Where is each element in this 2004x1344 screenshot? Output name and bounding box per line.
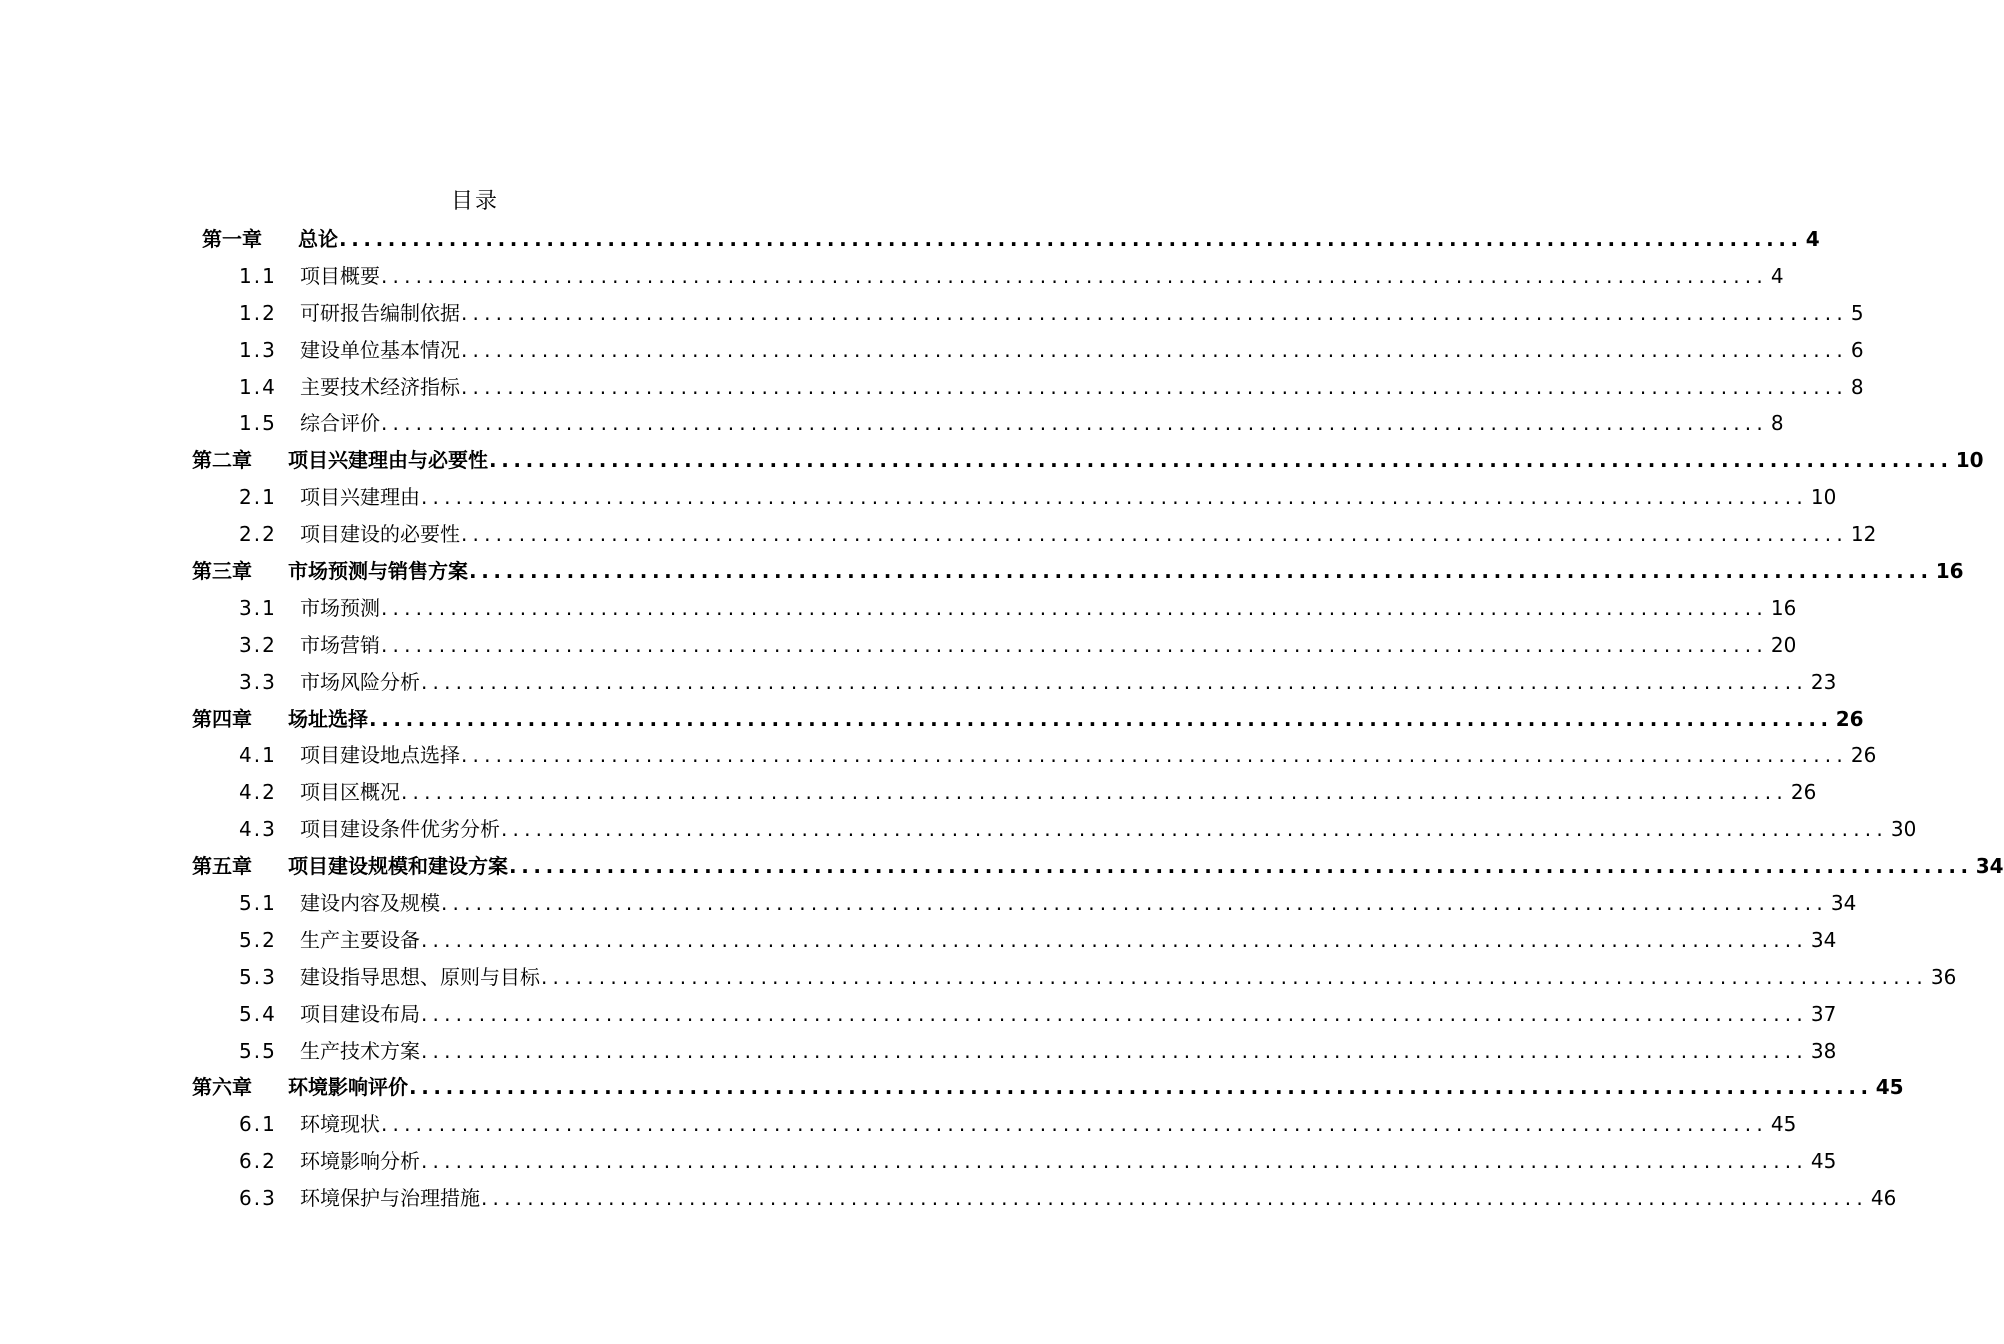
toc-entry-title: 环境影响评价 [288,1075,408,1100]
dot-leader: ........................................................................................................................ [461,522,1848,547]
dot-leader: ........................................................................................................................ [509,854,1973,879]
toc-page-number: 45 [1810,1149,1837,1174]
toc-section-entry[interactable] [0,774,1817,811]
toc-section-entry[interactable] [0,627,1797,664]
dot-leader: ........................................................................................................................ [421,1149,1808,1174]
toc-entry-number: 3.1 [239,595,277,620]
toc-entry-number: 第五章 [192,854,252,879]
dot-leader: ........................................................................................................................ [461,743,1848,768]
toc-chapter-entry[interactable] [0,442,1984,479]
dot-leader: ........................................................................................................................ [369,706,1833,731]
dot-leader: ........................................................................................................................ [401,780,1788,805]
toc-section-entry[interactable] [0,737,1877,774]
dot-leader: ........................................................................................................................ [501,817,1888,842]
toc-page-number: 30 [1890,817,1917,842]
dot-leader: ........................................................................................................................ [421,669,1808,694]
dot-leader: ........................................................................................................................ [469,559,1933,584]
dot-leader: ........................................................................................................................ [421,485,1808,510]
toc-chapter-entry[interactable] [0,701,1864,738]
toc-chapter-entry[interactable] [0,553,1964,590]
toc-page-number: 34 [1830,891,1857,916]
toc-section-entry[interactable] [0,922,1837,959]
toc-entry-title: 建设指导思想、原则与目标 [300,964,540,989]
dot-leader: ........................................................................................................................ [461,374,1848,399]
toc-entry-title: 项目兴建理由与必要性 [288,448,488,473]
toc-entry-title: 综合评价 [300,411,380,436]
toc-entry-number: 6.1 [239,1112,277,1137]
dot-leader: ........................................................................................................................ [441,891,1828,916]
toc-entry-title: 环境影响分析 [300,1149,420,1174]
toc-page-number: 4 [1770,263,1784,288]
dot-leader: ........................................................................................................................ [421,1038,1808,1063]
toc-entry-title: 环境现状 [300,1112,380,1137]
toc-page-number: 45 [1770,1112,1797,1137]
toc-entry-number: 3.2 [239,632,277,657]
toc-chapter-entry[interactable] [0,1069,1904,1106]
toc-entry-title: 生产主要设备 [300,927,420,952]
dot-leader: ........................................................................................................................ [481,1186,1868,1211]
dot-leader: ........................................................................................................................ [461,337,1848,362]
toc-chapter-entry[interactable] [0,221,1820,258]
toc-section-entry[interactable] [0,1143,1837,1180]
toc-page-number: 4 [1805,227,1820,251]
dot-leader: ........................................................................................................................ [381,632,1768,657]
toc-section-entry[interactable] [0,258,1784,295]
dot-leader: ........................................................................................................................ [541,964,1928,989]
toc-entry-title: 总论 [298,227,338,251]
toc-page-number: 26 [1790,780,1817,805]
toc-section-entry[interactable] [0,664,1837,701]
dot-leader: ........................................................................................................................ [461,300,1848,325]
toc-section-entry[interactable] [0,369,1864,406]
dot-leader: ........................................................................................................................ [421,1001,1808,1026]
toc-entry-number: 第六章 [192,1075,252,1100]
toc-section-entry[interactable] [0,1033,1837,1070]
toc-chapter-entry[interactable] [0,848,2004,885]
toc-section-entry[interactable] [0,405,1784,442]
toc-entry-number: 5.1 [239,891,277,916]
toc-entry-title: 项目建设布局 [300,1001,420,1026]
toc-section-entry[interactable] [0,1106,1797,1143]
toc-entry-title: 项目建设地点选择 [300,743,460,768]
toc-section-entry[interactable] [0,590,1797,627]
toc-entry-number: 2.1 [239,485,277,510]
toc-section-entry[interactable] [0,959,1957,996]
toc-entry-number: 4.1 [239,743,277,768]
toc-section-entry[interactable] [0,996,1837,1033]
toc-entry-number: 2.2 [239,522,277,547]
toc-entry-number: 1.2 [239,300,277,325]
toc-entry-number: 1.5 [239,411,277,436]
toc-entry-number: 5.3 [239,964,277,989]
toc-entry-title: 可研报告编制依据 [300,300,460,325]
toc-entry-number: 第四章 [192,706,252,731]
toc-page-number: 36 [1930,964,1957,989]
toc-entry-number: 5.4 [239,1001,277,1026]
dot-leader: ........................................................................................................................ [339,227,1803,251]
dot-leader: ........................................................................................................................ [381,595,1768,620]
toc-entry-number: 1.3 [239,337,277,362]
toc-section-entry[interactable] [0,885,1857,922]
toc-page-number: 8 [1770,411,1784,436]
toc-section-entry[interactable] [0,1180,1897,1217]
toc-entry-title: 项目区概况 [300,780,400,805]
toc-page-number: 10 [1810,485,1837,510]
toc-list [0,221,2004,1217]
toc-entry-title: 项目概要 [300,263,380,288]
toc-entry-number: 1.4 [239,374,277,399]
dot-leader: ........................................................................................................................ [409,1075,1873,1100]
toc-entry-number: 第二章 [192,448,252,473]
toc-page-number: 37 [1810,1001,1837,1026]
toc-section-entry[interactable] [0,332,1864,369]
toc-page-number: 38 [1810,1038,1837,1063]
toc-section-entry[interactable] [0,295,1864,332]
toc-entry-title: 市场营销 [300,632,380,657]
toc-page-number: 16 [1935,559,1964,584]
toc-page-number: 10 [1955,448,1984,473]
toc-page-number: 26 [1835,706,1864,731]
toc-entry-number: 5.5 [239,1038,277,1063]
toc-title: 目录 [450,189,499,214]
dot-leader: ........................................................................................................................ [381,263,1768,288]
toc-entry-number: 4.2 [239,780,277,805]
dot-leader: ........................................................................................................................ [421,927,1808,952]
toc-page-number: 20 [1770,632,1797,657]
dot-leader: ........................................................................................................................ [489,448,1953,473]
toc-entry-title: 项目建设条件优劣分析 [300,817,500,842]
toc-entry-title: 市场风险分析 [300,669,420,694]
toc-entry-number: 6.3 [239,1186,277,1211]
toc-entry-number: 3.3 [239,669,277,694]
toc-entry-number: 第一章 [202,227,262,251]
toc-entry-title: 市场预测与销售方案 [288,559,468,584]
toc-page-number: 16 [1770,595,1797,620]
toc-section-entry[interactable] [0,811,1917,848]
toc-entry-title: 主要技术经济指标 [300,374,460,399]
toc-entry-number: 4.3 [239,817,277,842]
toc-entry-title: 建设单位基本情况 [300,337,460,362]
toc-entry-number: 5.2 [239,927,277,952]
toc-entry-title: 建设内容及规模 [300,891,440,916]
toc-page-number: 12 [1850,522,1877,547]
toc-page-number: 26 [1850,743,1877,768]
toc-page-number: 6 [1850,337,1864,362]
dot-leader: ........................................................................................................................ [381,411,1768,436]
toc-entry-title: 项目建设的必要性 [300,522,460,547]
toc-section-entry[interactable] [0,516,1877,553]
toc-page-number: 34 [1975,854,2004,879]
toc-entry-title: 项目建设规模和建设方案 [288,854,508,879]
toc-entry-title: 环境保护与治理措施 [300,1186,480,1211]
toc-entry-title: 市场预测 [300,595,380,620]
toc-section-entry[interactable] [0,479,1837,516]
toc-page-number: 46 [1870,1186,1897,1211]
toc-entry-number: 第三章 [192,559,252,584]
toc-entry-title: 项目兴建理由 [300,485,420,510]
dot-leader: ........................................................................................................................ [381,1112,1768,1137]
toc-page-number: 34 [1810,927,1837,952]
toc-entry-title: 场址选择 [288,706,368,731]
toc-entry-number: 6.2 [239,1149,277,1174]
toc-entry-number: 1.1 [239,263,277,288]
toc-entry-title: 生产技术方案 [300,1038,420,1063]
toc-page-number: 23 [1810,669,1837,694]
toc-page-number: 45 [1875,1075,1904,1100]
toc-page-number: 8 [1850,374,1864,399]
toc-page-number: 5 [1850,300,1864,325]
